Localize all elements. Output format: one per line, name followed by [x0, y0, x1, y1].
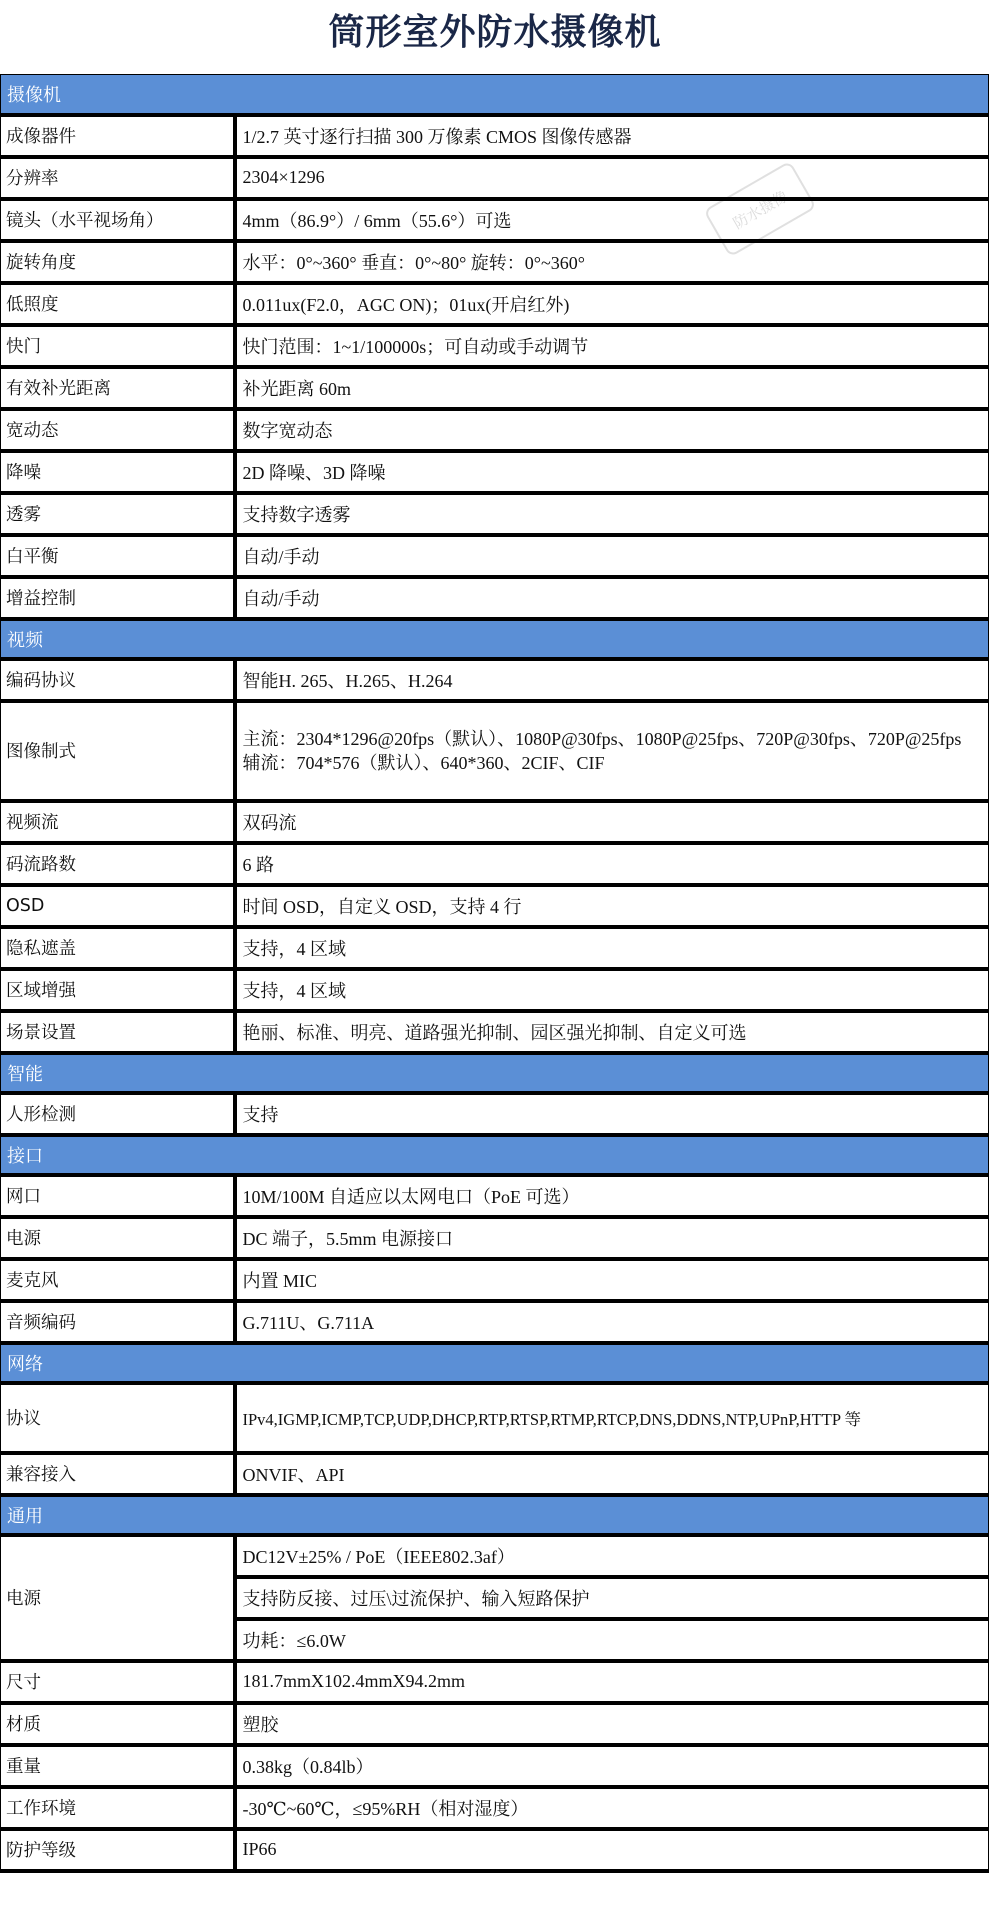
spec-key: 尺寸 — [1, 1661, 235, 1703]
spec-row — [1, 493, 989, 535]
spec-key: 兼容接入 — [1, 1453, 235, 1495]
spec-value-line: 辅流：704*576（默认）、640*360、2CIF、CIF — [242, 752, 605, 773]
spec-key: 场景设置 — [1, 1011, 235, 1053]
section-header — [1, 75, 989, 115]
spec-key: 电源 — [1, 1535, 235, 1661]
spec-row — [1, 1703, 989, 1745]
spec-value: G.711U、G.711A — [235, 1301, 989, 1343]
section-header — [1, 1343, 989, 1383]
spec-key: 电源 — [1, 1217, 235, 1259]
spec-value: 数字宽动态 — [235, 409, 989, 451]
spec-row — [1, 1383, 989, 1453]
spec-key: 区域增强 — [1, 969, 235, 1011]
spec-row — [1, 801, 989, 843]
spec-value: 功耗：≤6.0W — [235, 1619, 989, 1661]
spec-key: 分辨率 — [1, 157, 235, 199]
spec-value: DC 端子，5.5mm 电源接口 — [235, 1217, 989, 1259]
spec-row — [1, 241, 989, 283]
spec-row — [1, 115, 989, 157]
spec-value: 支持，4 区域 — [235, 969, 989, 1011]
spec-row — [1, 451, 989, 493]
spec-row — [1, 1787, 989, 1829]
spec-key: 码流路数 — [1, 843, 235, 885]
spec-row — [1, 1661, 989, 1703]
spec-value: IPv4,IGMP,ICMP,TCP,UDP,DHCP,RTP,RTSP,RTMP,RTCP,DNS,DDNS,NTP,UPnP,HTTP 等 — [235, 1383, 989, 1453]
spec-key: 镜头（水平视场角） — [1, 199, 235, 241]
spec-row — [1, 1301, 989, 1343]
spec-row — [1, 927, 989, 969]
spec-row — [1, 701, 989, 801]
spec-row — [1, 1829, 989, 1871]
spec-value: 补光距离 60m — [235, 367, 989, 409]
spec-value: 快门范围：1~1/100000s；可自动或手动调节 — [235, 325, 989, 367]
spec-value: 支持 — [235, 1093, 989, 1135]
spec-value: 10M/100M 自适应以太网电口（PoE 可选） — [235, 1175, 989, 1217]
spec-key: 增益控制 — [1, 577, 235, 619]
spec-row — [1, 843, 989, 885]
spec-value: 支持防反接、过压\过流保护、输入短路保护 — [235, 1577, 989, 1619]
watermark-text: 防水摄像 — [729, 186, 791, 233]
spec-value: 自动/手动 — [235, 535, 989, 577]
spec-value: 181.7mmX102.4mmX94.2mm — [235, 1661, 989, 1703]
spec-value: -30℃~60℃，≤95%RH（相对湿度） — [235, 1787, 989, 1829]
spec-key: 成像器件 — [1, 115, 235, 157]
spec-row — [1, 535, 989, 577]
spec-value: 双码流 — [235, 801, 989, 843]
spec-key: 旋转角度 — [1, 241, 235, 283]
spec-row — [1, 157, 989, 199]
spec-key: 工作环境 — [1, 1787, 235, 1829]
spec-key: 音频编码 — [1, 1301, 235, 1343]
spec-row — [1, 1535, 989, 1577]
spec-row — [1, 577, 989, 619]
spec-row — [1, 969, 989, 1011]
section-header — [1, 1495, 989, 1535]
spec-key: 图像制式 — [1, 701, 235, 801]
spec-row — [1, 283, 989, 325]
spec-key: 宽动态 — [1, 409, 235, 451]
section-header — [1, 1053, 989, 1093]
spec-key: 透雾 — [1, 493, 235, 535]
spec-table — [0, 74, 989, 1873]
section-header — [1, 619, 989, 659]
spec-key: 网口 — [1, 1175, 235, 1217]
spec-value: 支持数字透雾 — [235, 493, 989, 535]
section-title: 通用 — [1, 1495, 989, 1535]
spec-row — [1, 1093, 989, 1135]
spec-row — [1, 1453, 989, 1495]
spec-key: 麦克风 — [1, 1259, 235, 1301]
spec-key: 有效补光距离 — [1, 367, 235, 409]
spec-row — [1, 1175, 989, 1217]
spec-key: 降噪 — [1, 451, 235, 493]
spec-value: 内置 MIC — [235, 1259, 989, 1301]
section-title: 视频 — [1, 619, 989, 659]
spec-row — [1, 409, 989, 451]
spec-value: 支持，4 区域 — [235, 927, 989, 969]
section-header — [1, 1135, 989, 1175]
section-title: 网络 — [1, 1343, 989, 1383]
spec-value-multiline — [235, 701, 989, 801]
spec-value: 自动/手动 — [235, 577, 989, 619]
spec-value: 1/2.7 英寸逐行扫描 300 万像素 CMOS 图像传感器 — [235, 115, 989, 157]
spec-value: 时间 OSD，自定义 OSD，支持 4 行 — [235, 885, 989, 927]
spec-key: 视频流 — [1, 801, 235, 843]
spec-key: OSD — [1, 885, 235, 927]
spec-value: DC12V±25% / PoE（IEEE802.3af） — [235, 1535, 989, 1577]
spec-key: 编码协议 — [1, 659, 235, 701]
spec-value: 智能H. 265、H.265、H.264 — [235, 659, 989, 701]
section-title: 接口 — [1, 1135, 989, 1175]
spec-key: 协议 — [1, 1383, 235, 1453]
spec-row — [1, 1011, 989, 1053]
spec-row — [1, 1259, 989, 1301]
spec-key: 隐私遮盖 — [1, 927, 235, 969]
spec-value: 2304×1296 — [235, 157, 989, 199]
spec-key: 白平衡 — [1, 535, 235, 577]
spec-row — [1, 325, 989, 367]
spec-key: 快门 — [1, 325, 235, 367]
page-title: 筒形室外防水摄像机 — [328, 12, 662, 53]
section-title: 摄像机 — [1, 75, 989, 115]
spec-row — [1, 885, 989, 927]
spec-key: 低照度 — [1, 283, 235, 325]
section-title: 智能 — [1, 1053, 989, 1093]
spec-value: 4mm（86.9°）/ 6mm（55.6°）可选 — [235, 199, 989, 241]
spec-row — [1, 1745, 989, 1787]
spec-value: ONVIF、API — [235, 1453, 989, 1495]
spec-row — [1, 199, 989, 241]
spec-value-line: 主流：2304*1296@20fps（默认）、1080P@30fps、1080P@25fps、720P@30fps、720P@25fps — [242, 728, 962, 749]
spec-value: 2D 降噪、3D 降噪 — [235, 451, 989, 493]
spec-key: 人形检测 — [1, 1093, 235, 1135]
spec-row — [1, 367, 989, 409]
spec-value: 0.011ux(F2.0，AGC ON)；01ux(开启红外) — [235, 283, 989, 325]
spec-key: 防护等级 — [1, 1829, 235, 1871]
spec-row — [1, 1217, 989, 1259]
spec-value: 0.38kg（0.84lb） — [235, 1745, 989, 1787]
spec-value: 6 路 — [235, 843, 989, 885]
spec-value: 水平：0°~360° 垂直：0°~80° 旋转：0°~360° — [235, 241, 989, 283]
spec-value: IP66 — [235, 1829, 989, 1871]
spec-key: 材质 — [1, 1703, 235, 1745]
spec-row — [1, 659, 989, 701]
spec-key: 重量 — [1, 1745, 235, 1787]
spec-value: 塑胶 — [235, 1703, 989, 1745]
spec-value: 艳丽、标准、明亮、道路强光抑制、园区强光抑制、自定义可选 — [235, 1011, 989, 1053]
